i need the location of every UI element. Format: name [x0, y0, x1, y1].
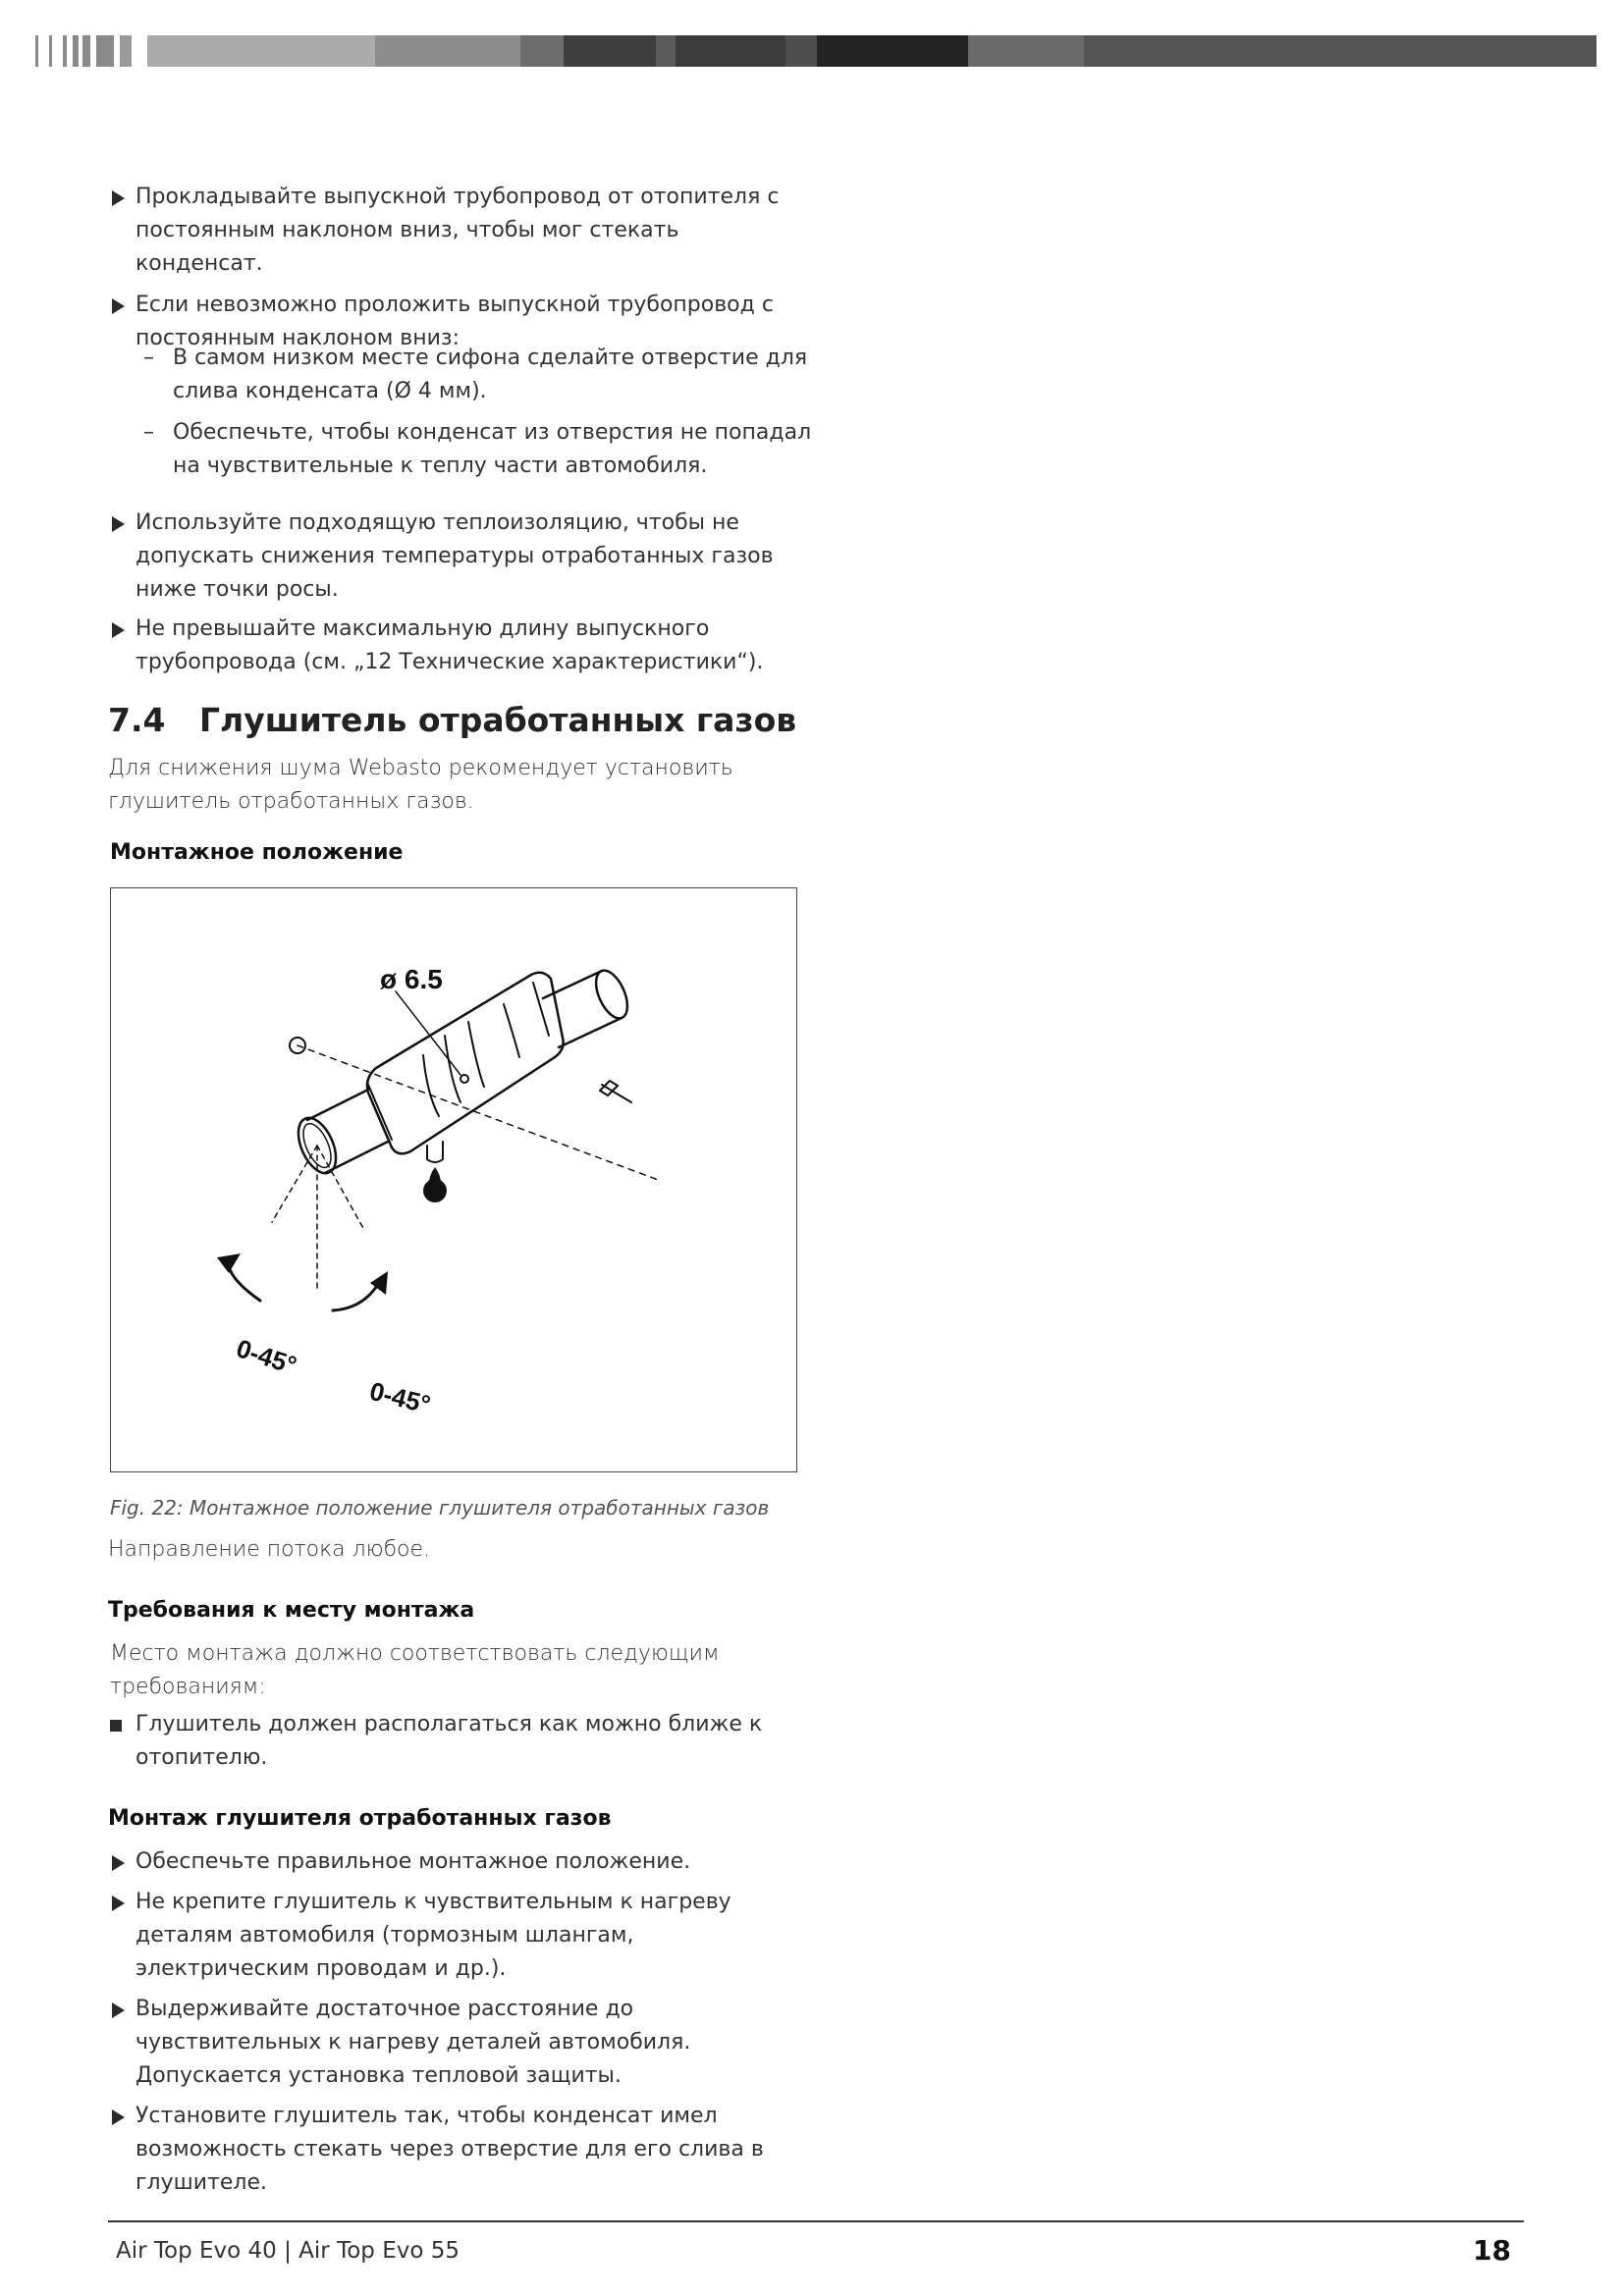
requirements-intro: Место монтажа должно соответствовать следующим требованиям:: [110, 1641, 720, 1699]
section-number: 7.4: [108, 701, 166, 739]
header-bar-segment: [96, 35, 114, 67]
section-heading: [108, 701, 796, 739]
list-item: Установите глушитель так, чтобы конденсат имел возможность стекать через отверстие для его слива в глушителе.: [108, 2100, 805, 2200]
muffler-diagram: [111, 888, 796, 1471]
header-bar-segment: [785, 35, 817, 67]
list-item: Не превышайте максимальную длину выпускного трубопровода (см. „12 Технические характеристики“).: [108, 613, 805, 679]
bullet-list-mid: [108, 507, 805, 679]
mounting-position-heading: Монтажное положение: [110, 840, 404, 865]
installation-heading: Монтаж глушителя отработанных газов: [108, 1806, 612, 1831]
header-bar-segment: [73, 35, 79, 67]
angle-label-right: 0-45°: [366, 1375, 434, 1419]
list-item: Выдерживайте достаточное расстояние до чувствительных к нагреву деталей автомобиля. Допускается установка тепловой защиты.: [108, 1993, 805, 2093]
triangle-bullet-icon: [112, 1896, 125, 1911]
header-bar-segment: [968, 35, 1084, 67]
header-bar-segment: [656, 35, 676, 67]
arrow-left-icon: [217, 1254, 241, 1273]
angle-arc-left: [229, 1261, 260, 1301]
list-item: Если невозможно проложить выпускной трубопровод с постоянным наклоном вниз:: [108, 289, 805, 355]
list-item: Не крепите глушитель к чувствительным к нагреву деталям автомобиля (тормозным шлангам, электрическим проводам и др.).: [108, 1886, 805, 1986]
header-bar: [35, 35, 1597, 67]
section-intro: Для снижения шума Webasto рекомендует установить глушитель отработанных газов.: [108, 756, 733, 814]
triangle-bullet-icon: [112, 2002, 125, 2018]
muffler-flange: [368, 983, 549, 1140]
installation-list: [108, 1845, 805, 2200]
list-item: – В самом низком месте сифона сделайте отверстие для слива конденсата (Ø 4 мм).: [143, 346, 808, 403]
bullet-list-top: [108, 181, 805, 355]
angle-label-left: 0-45°: [233, 1333, 300, 1381]
header-bar-segment: [49, 35, 52, 67]
header-bar-segment: [1084, 35, 1597, 67]
muffler-body: [367, 973, 564, 1154]
figure-caption: Fig. 22: Монтажное положение глушителя отработанных газов: [110, 1496, 770, 1520]
header-bar-segment: [63, 35, 67, 67]
header-bar-segment: [375, 35, 520, 67]
header-bar-segment: [564, 35, 656, 67]
square-bullet-icon: [110, 1720, 122, 1732]
bolt: [600, 1081, 631, 1102]
triangle-bullet-icon: [112, 622, 125, 638]
diameter-label: ø 6.5: [380, 964, 443, 994]
header-bar-segment: [676, 35, 785, 67]
header-bar-segment: [147, 35, 375, 67]
list-item: Прокладывайте выпускной трубопровод от отопителя с постоянным наклоном вниз, чтобы мог стекать конденсат.: [108, 181, 805, 281]
page-number: 18: [1473, 2234, 1511, 2267]
list-item: Используйте подходящую теплоизоляцию, чтобы не допускать снижения температуры отработанных газов ниже точки росы.: [108, 507, 805, 607]
header-bar-segment: [35, 35, 38, 67]
footer-rule: [108, 2220, 1524, 2222]
requirements-heading: Требования к месту монтажа: [108, 1598, 475, 1623]
section-title: Глушитель отработанных газов: [199, 701, 797, 739]
list-item: Обеспечьте правильное монтажное положение.: [108, 1845, 805, 1879]
header-bar-segment: [120, 35, 132, 67]
outlet-pipe: [543, 971, 622, 1047]
triangle-bullet-icon: [112, 298, 125, 314]
flow-note: Направление потока любое.: [108, 1537, 431, 1562]
muffler-figure: [110, 887, 797, 1472]
triangle-bullet-icon: [112, 1855, 125, 1871]
list-item: Глушитель должен располагаться как можно ближе к отопителю.: [108, 1708, 805, 1775]
requirements-list: [108, 1708, 805, 1775]
triangle-bullet-icon: [112, 190, 125, 206]
angle-arc-right: [333, 1281, 380, 1310]
list-item: – Обеспечьте, чтобы конденсат из отверстия не попадал на чувствительные к теплу части автомобиля.: [143, 420, 812, 478]
triangle-bullet-icon: [112, 516, 125, 532]
header-bar-segment: [817, 35, 968, 67]
triangle-bullet-icon: [112, 2109, 125, 2125]
footer-product-name: Air Top Evo 40 | Air Top Evo 55: [116, 2238, 460, 2264]
header-bar-segment: [520, 35, 564, 67]
sub-list: [126, 342, 813, 483]
header-bar-segment: [82, 35, 90, 67]
